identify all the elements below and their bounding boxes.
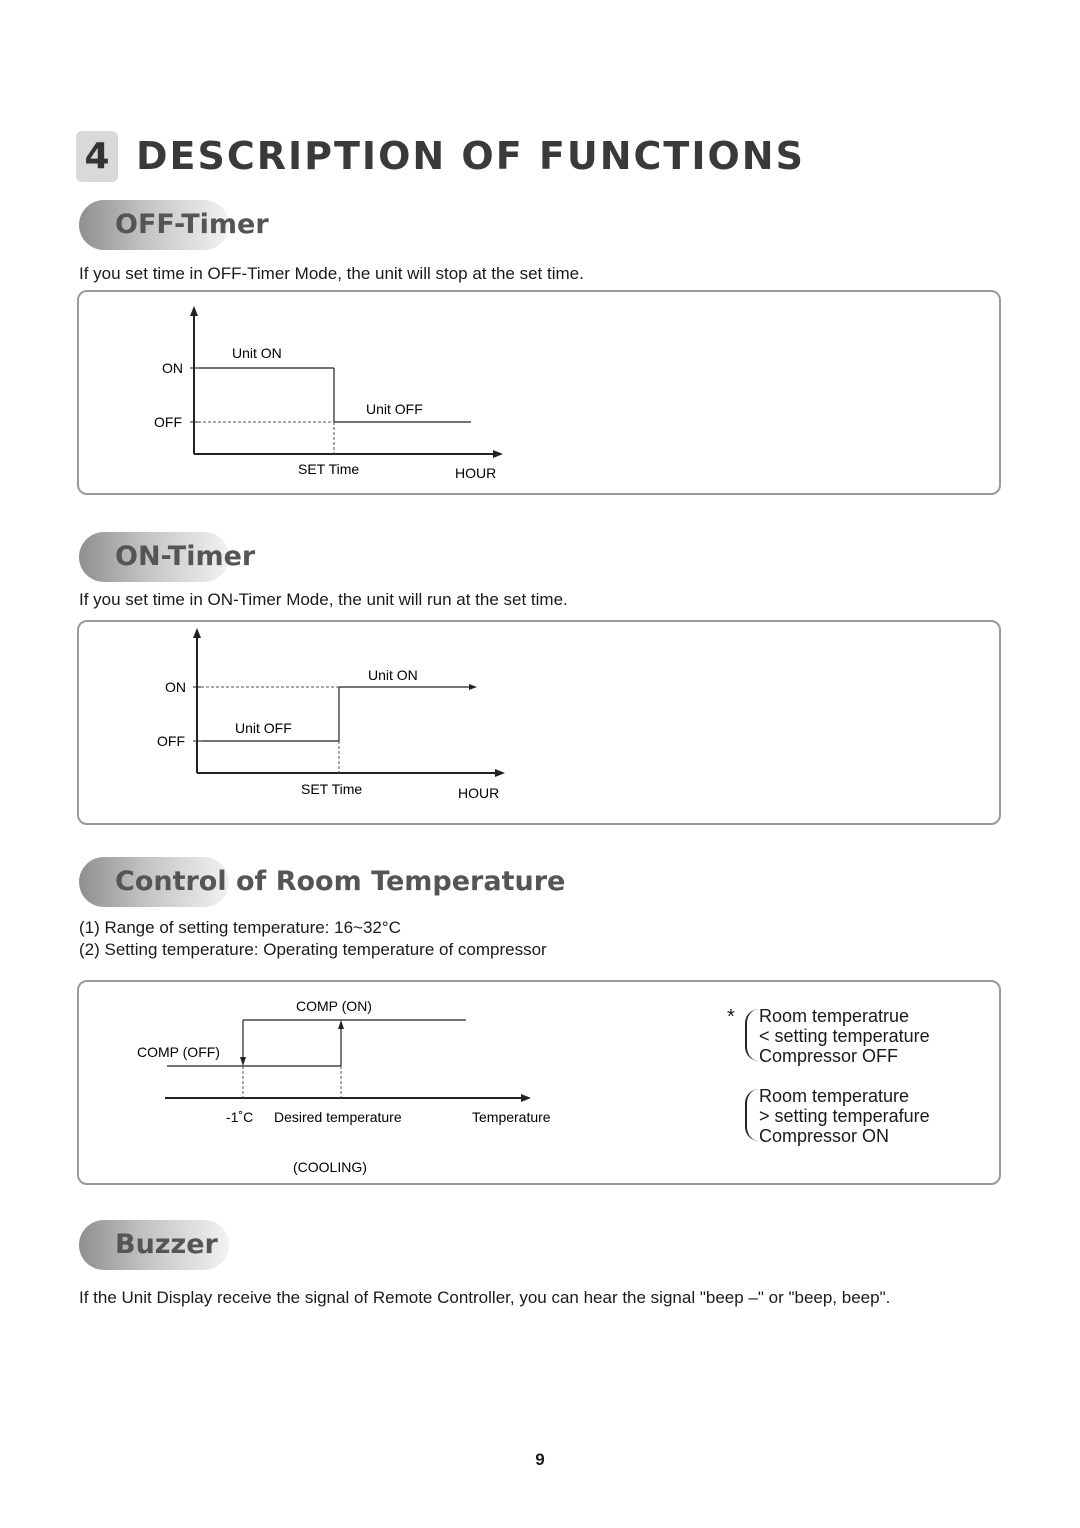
- off-timer-description: If you set time in OFF-Timer Mode, the unit will stop at the set time.: [79, 264, 584, 283]
- label-hour: HOUR: [458, 785, 500, 801]
- page-number: 9: [535, 1450, 545, 1469]
- x-axis-arrow: [495, 769, 505, 777]
- label-set-time: SET Time: [301, 781, 363, 797]
- on-timer-diagram: [79, 622, 999, 823]
- state-on-arrow: [469, 684, 477, 690]
- label-unit-on: Unit ON: [368, 667, 418, 683]
- note-b-line-2: > setting temperafure: [759, 1106, 930, 1126]
- label-unit-on: Unit ON: [232, 345, 282, 361]
- y-axis-arrow: [193, 628, 201, 638]
- buzzer-description: If the Unit Display receive the signal of Remote Controller, you can hear the signal "beep –" or "beep, beep".: [79, 1288, 891, 1307]
- label-off: OFF: [154, 414, 182, 430]
- label-on: ON: [165, 679, 186, 695]
- label-comp-off: COMP (OFF): [137, 1044, 220, 1060]
- section-title-room-temp: Control of Room Temperature: [115, 866, 566, 897]
- room-temp-item-1: (1) Range of setting temperature: 16~32°C: [79, 918, 401, 937]
- label-desired-temperature: Desired temperature: [274, 1109, 402, 1125]
- section-title-off-timer: OFF-Timer: [115, 209, 269, 240]
- label-on: ON: [162, 360, 183, 376]
- note-b-bracket: [745, 1089, 759, 1141]
- y-axis-arrow: [190, 306, 198, 316]
- chapter-number: 4: [76, 131, 118, 182]
- label-set-time: SET Time: [298, 461, 360, 477]
- x-axis-arrow: [493, 450, 503, 458]
- label-comp-on: COMP (ON): [296, 998, 372, 1014]
- note-b-line-1: Room temperature: [759, 1086, 910, 1106]
- on-timer-diagram-panel: [77, 620, 1001, 825]
- note-a-bracket: [745, 1009, 759, 1061]
- label-off: OFF: [157, 733, 185, 749]
- note-b-line-3: Compressor ON: [759, 1126, 890, 1146]
- note-a-line-1: Room temperatrue: [759, 1006, 910, 1026]
- label-cooling: (COOLING): [293, 1159, 367, 1175]
- temperature-axis-arrow: [521, 1094, 531, 1102]
- down-arrow: [240, 1057, 246, 1066]
- on-timer-description: If you set time in ON-Timer Mode, the unit will run at the set time.: [79, 590, 568, 609]
- label-unit-off: Unit OFF: [366, 401, 423, 417]
- label-hour: HOUR: [455, 465, 497, 481]
- off-timer-diagram: [79, 292, 999, 493]
- off-timer-diagram-panel: [77, 290, 1001, 495]
- section-title-on-timer: ON-Timer: [115, 541, 256, 572]
- note-a-line-2: < setting temperature: [759, 1026, 930, 1046]
- label-minus-one: -1˚C: [226, 1109, 254, 1125]
- section-title-buzzer: Buzzer: [115, 1229, 218, 1260]
- note-asterisk: *: [727, 1006, 735, 1028]
- room-temp-item-2: (2) Setting temperature: Operating temperature of compressor: [79, 940, 547, 959]
- chapter-title: DESCRIPTION OF FUNCTIONS: [136, 134, 805, 178]
- label-unit-off: Unit OFF: [235, 720, 292, 736]
- up-arrow: [338, 1020, 344, 1029]
- note-a-line-3: Compressor OFF: [759, 1046, 899, 1066]
- label-temperature: Temperature: [472, 1109, 551, 1125]
